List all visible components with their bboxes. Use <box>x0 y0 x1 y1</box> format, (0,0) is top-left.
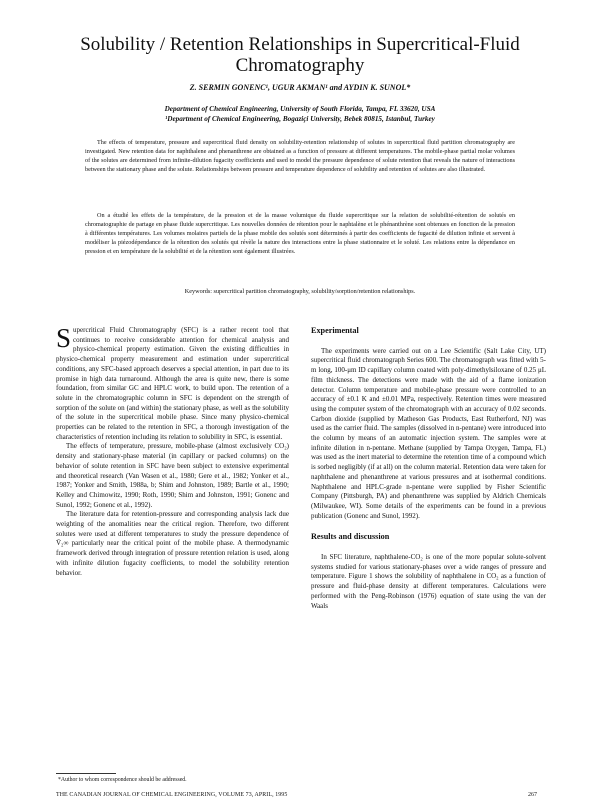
experimental-paragraph: The experiments were carried out on a Lee Scientific (Salt Lake City, UT) supercritical fluid chromatograph Series 600. The chromatograph was fitted with 5-m long, 100-μm ID capillary column coated with poly-dimethylsiloxane of 0.25 μL film thickness. The detections were made with the aid of a flame ionization detector. Column temperature and mobile-phase pressure were controlled to an accuracy of ±0.1 K and ±0.01 MPa, respectively. Retention times were measured using the computer system of the chromatograph with an accuracy of 0.02 seconds. Carbon dioxide (supplied by Matheson Gas Products, East Rutherford, NJ) was used as the carrier fluid. The samples (dissolved in n-pentane) were introduced into the column by means of an automatic injection system. The samples were at infinite dilution in n-pentane. Methane (supplied by Tampa Oxygen, Tampa, FL) was used as the inert material to determine the retention time of a compound which is sorbed negligibly (if at all) on the column material. Retention data were taken for naphthalene and phenanthrene at various pressures and at isothermal conditions. Naphthalene and HPLC-grade n-pentane were supplied by Fisher Scientific Company (Pittsburgh, PA) and phenanthrene was supplied by Aldrich Chemicals (Milwaukee, WI). Some details of the experiments can be found in a previous publication (Gonenc and Sunol, 1992). <box>311 346 546 520</box>
intro-paragraph-1 <box>56 323 289 442</box>
author-list: Z. SERMIN GONENC¹, UGUR AKMAN¹ and AYDIN K. SUNOL* <box>189 83 411 92</box>
intro-paragraph-3: The literature data for retention-pressure and corresponding analysis lack due weighting of the anomalities near the critical region. Therefore, two different solutes were used at different temperatures to study the pressure dependence of V̄₂∞ particularly near the critical point of the mobile phase. A thermodynamic framework derived through integration of pressure retention relation is used, along with infinite dilution fugacity coefficients, to model the solubility retention behavior. <box>56 510 289 577</box>
right-column <box>311 326 546 611</box>
intro-paragraph-2: The effects of temperature, pressure, mobile-phase (almost exclusively CO₂) density and stationary-phase material (in capillary or packed columns) on the behavior of solute retention in SFC have been subject to extensive experimental and theoretical research (Van Wasen et al., 1980; Gere et al., 1982; Yonker et al., 1987; Yonker and Smith, 1988a, b; Shim and Johnston, 1989; Bartle et al., 1990; Kelley and Chimowitz, 1990; Roth, 1990; Shim and Johnston, 1991; Gonenc and Sunol, 1992; Gonenc et al., 1992). <box>56 442 289 509</box>
paper-title: Solubility / Retention Relationships in Supercritical-Fluid Chromatography <box>80 34 520 76</box>
results-heading: Results and discussion <box>311 532 390 542</box>
affiliation-usf: Department of Chemical Engineering, University of South Florida, Tampa, FL 33620, USA <box>164 105 436 113</box>
experimental-heading: Experimental <box>311 326 359 335</box>
left-column <box>56 323 289 578</box>
intro-text-1: upercritical Fluid Chromatography (SFC) is a rather recent tool that continues to receive considerable attention for chemical analysis and physico-chemical property estimation. Given the existing difficulties in physico-chemical property measurement and estimation under supercritical conditions, any SFC-based approach deserves a special attention, in part due to its promise in high data turnaround. Although the area is quite new, there is some foundation, from similar GC and HPLC work, to build upon. The retention of a solute in the chromatographic column in SFC is dependent on the strength of sorption of the solute on (and within) the stationary phase, as well as the solubility of the solute in the supercritical mobile phase. Since many physico-chemical properties can be related to the retention in SFC, a thorough investigation of the characteristics of retention including its relation to solubility in SFC, is essential. <box>56 326 289 441</box>
journal-footer: THE CANADIAN JOURNAL OF CHEMICAL ENGINEERING, VOLUME 73, APRIL, 1995 <box>56 792 288 798</box>
abstract-english: The effects of temperature, pressure and supercritical fluid density on solubility-retention relationship of solutes in supercritical fluid partition chromatography are investigated. New retention data for naphthalene and phenanthrene are obtained as a function of pressure at different temperatures. The mobile-phase partial molar volumes of the solutes are determined from infinite-dilution fugacity coefficients and used to model the pressure dependence of solute retention that reveals the nature of interactions between the stationary phase and the solute. Relationships between pressure and temperature dependence of solubility and retention of solutes are also illustrated. <box>85 139 515 173</box>
results-paragraph: In SFC literature, naphthalene-CO₂ is one of the more popular solute-solvent systems studied for various stationary-phases over a wide ranges of pressure and temperature. Figure 1 shows the solubility of naphthalene in CO₂ as a function of pressure and fluid-phase density at different temperatures. Calculations were performed with the Peng-Robinson (1976) equation of state using the van der Waals <box>311 553 546 610</box>
keywords: Keywords: supercritical partition chromatography, solubility/sorption/retention relationships. <box>184 288 416 295</box>
page-number: 267 <box>528 792 537 798</box>
affiliation-bogazici: ¹Department of Chemical Engineering, Bogaziçi University, Bebek 80815, Istanbul, Turkey <box>165 115 435 123</box>
footnote: *Author to whom correspondence should be addressed. <box>58 777 187 783</box>
affiliations <box>40 104 560 124</box>
abstract-french: On a étudié les effets de la température, de la pression et de la masse volumique du fluide supercritique sur la relation de solubilité-rétention de solutés en chromatographie de partage en phase fluide supercritique. Les nouvelles données de rétention pour le naphtalène et le phénanthrène sont obtenues en fonction de la pression à différentes températures. Les volumes molaires partiels de la phase mobile des solutés sont déterminés à partir des coefficients de fugacité de dilution infinie et servent à modéliser la piézodépendance de la rétention des solutés qui révèle la nature des interactions entre la phase stationnaire et le soluté. Les relations entre la dépendance en pression et en température de la solubilité et de la rétention sont également illustrées. <box>85 212 515 255</box>
footnote-rule <box>56 773 116 774</box>
drop-cap: S <box>56 323 72 353</box>
